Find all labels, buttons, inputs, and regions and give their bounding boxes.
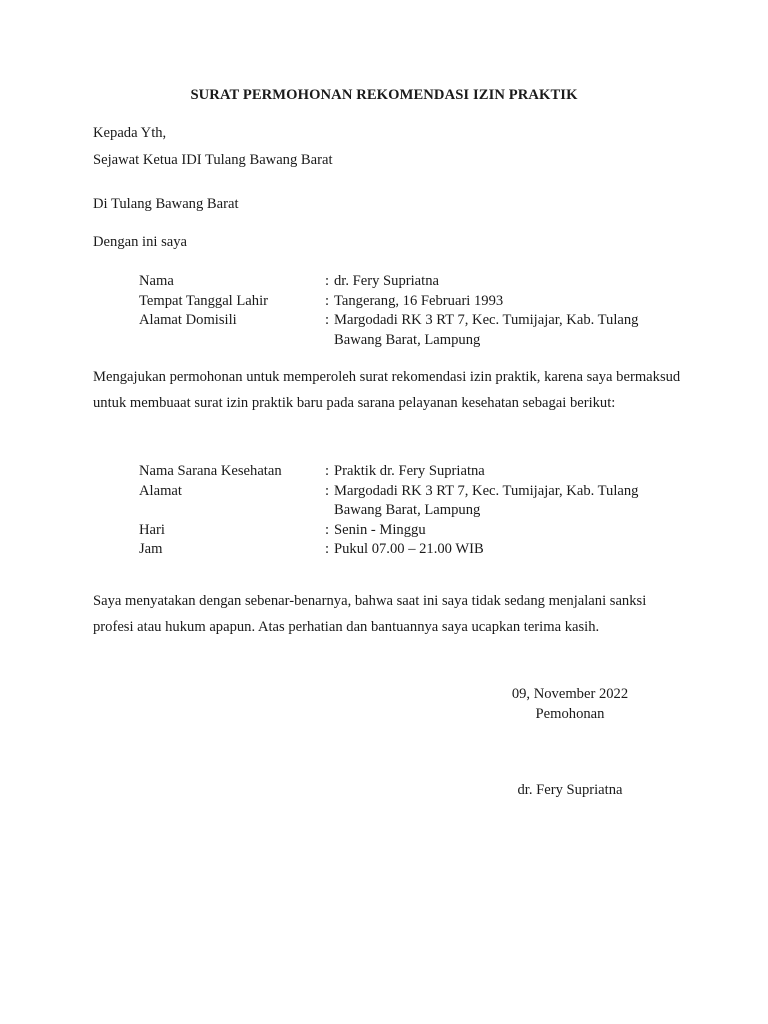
field-value: dr. Fery Supriatna	[334, 273, 439, 289]
field-label: Nama	[139, 273, 174, 289]
recipient-name: Sejawat Ketua IDI Tulang Bawang Barat	[93, 152, 333, 168]
field-colon: :	[325, 521, 330, 538]
facility-row-name	[139, 462, 679, 482]
applicant-row-name	[139, 272, 679, 292]
field-label: Alamat	[139, 482, 182, 499]
facility-row-hours	[139, 540, 679, 560]
field-colon: :	[325, 292, 330, 309]
field-value: Senin - Minggu	[334, 521, 426, 538]
facility-row-address	[139, 482, 679, 521]
request-paragraph: Mengajukan permohonan untuk memperoleh surat rekomendasi izin praktik, karena saya bermaksud untuk membuaat surat izin praktik baru pada sarana pelayanan kesehatan sebagai berikut:	[93, 369, 681, 411]
letter-title: SURAT PERMOHONAN REKOMENDASI IZIN PRAKTIK	[190, 87, 578, 103]
recipient-location: Di Tulang Bawang Barat	[93, 196, 239, 212]
applicant-row-address	[139, 311, 679, 350]
intro-text: Dengan ini saya	[93, 234, 188, 250]
applicant-row-birth	[139, 292, 679, 312]
field-value: Pukul 07.00 – 21.00 WIB	[334, 541, 484, 557]
field-label: Hari	[139, 521, 165, 538]
field-label: Alamat Domisili	[139, 312, 237, 328]
field-value: Praktik dr. Fery Supriatna	[334, 463, 485, 479]
field-value: Margodadi RK 3 RT 7, Kec. Tumijajar, Kab. Tulang Bawang Barat, Lampung	[334, 482, 639, 518]
statement-paragraph: Saya menyatakan dengan sebenar-benarnya, bahwa saat ini saya tidak sedang menjalani sanksi profesi atau hukum apapun. Atas perhatian dan bantuannya saya ucapkan terima kasih.	[93, 593, 647, 635]
facility-details	[139, 462, 679, 560]
field-colon: :	[325, 482, 330, 499]
field-colon: :	[325, 312, 330, 328]
field-value: Tangerang, 16 Februari 1993	[334, 292, 504, 309]
field-label: Jam	[139, 541, 163, 557]
signature-name: dr. Fery Supriatna	[517, 782, 623, 798]
facility-row-days	[139, 521, 679, 541]
signature-date: 09, November 2022	[511, 686, 629, 702]
signature-role: Pemohonan	[535, 706, 605, 722]
field-label: Nama Sarana Kesehatan	[139, 463, 282, 479]
field-value: Margodadi RK 3 RT 7, Kec. Tumijajar, Kab. Tulang Bawang Barat, Lampung	[334, 312, 639, 348]
salutation: Kepada Yth,	[93, 125, 167, 141]
applicant-details	[139, 272, 679, 350]
field-colon: :	[325, 273, 330, 289]
field-label: Tempat Tanggal Lahir	[139, 292, 268, 309]
field-colon: :	[325, 463, 330, 479]
field-colon: :	[325, 541, 330, 557]
